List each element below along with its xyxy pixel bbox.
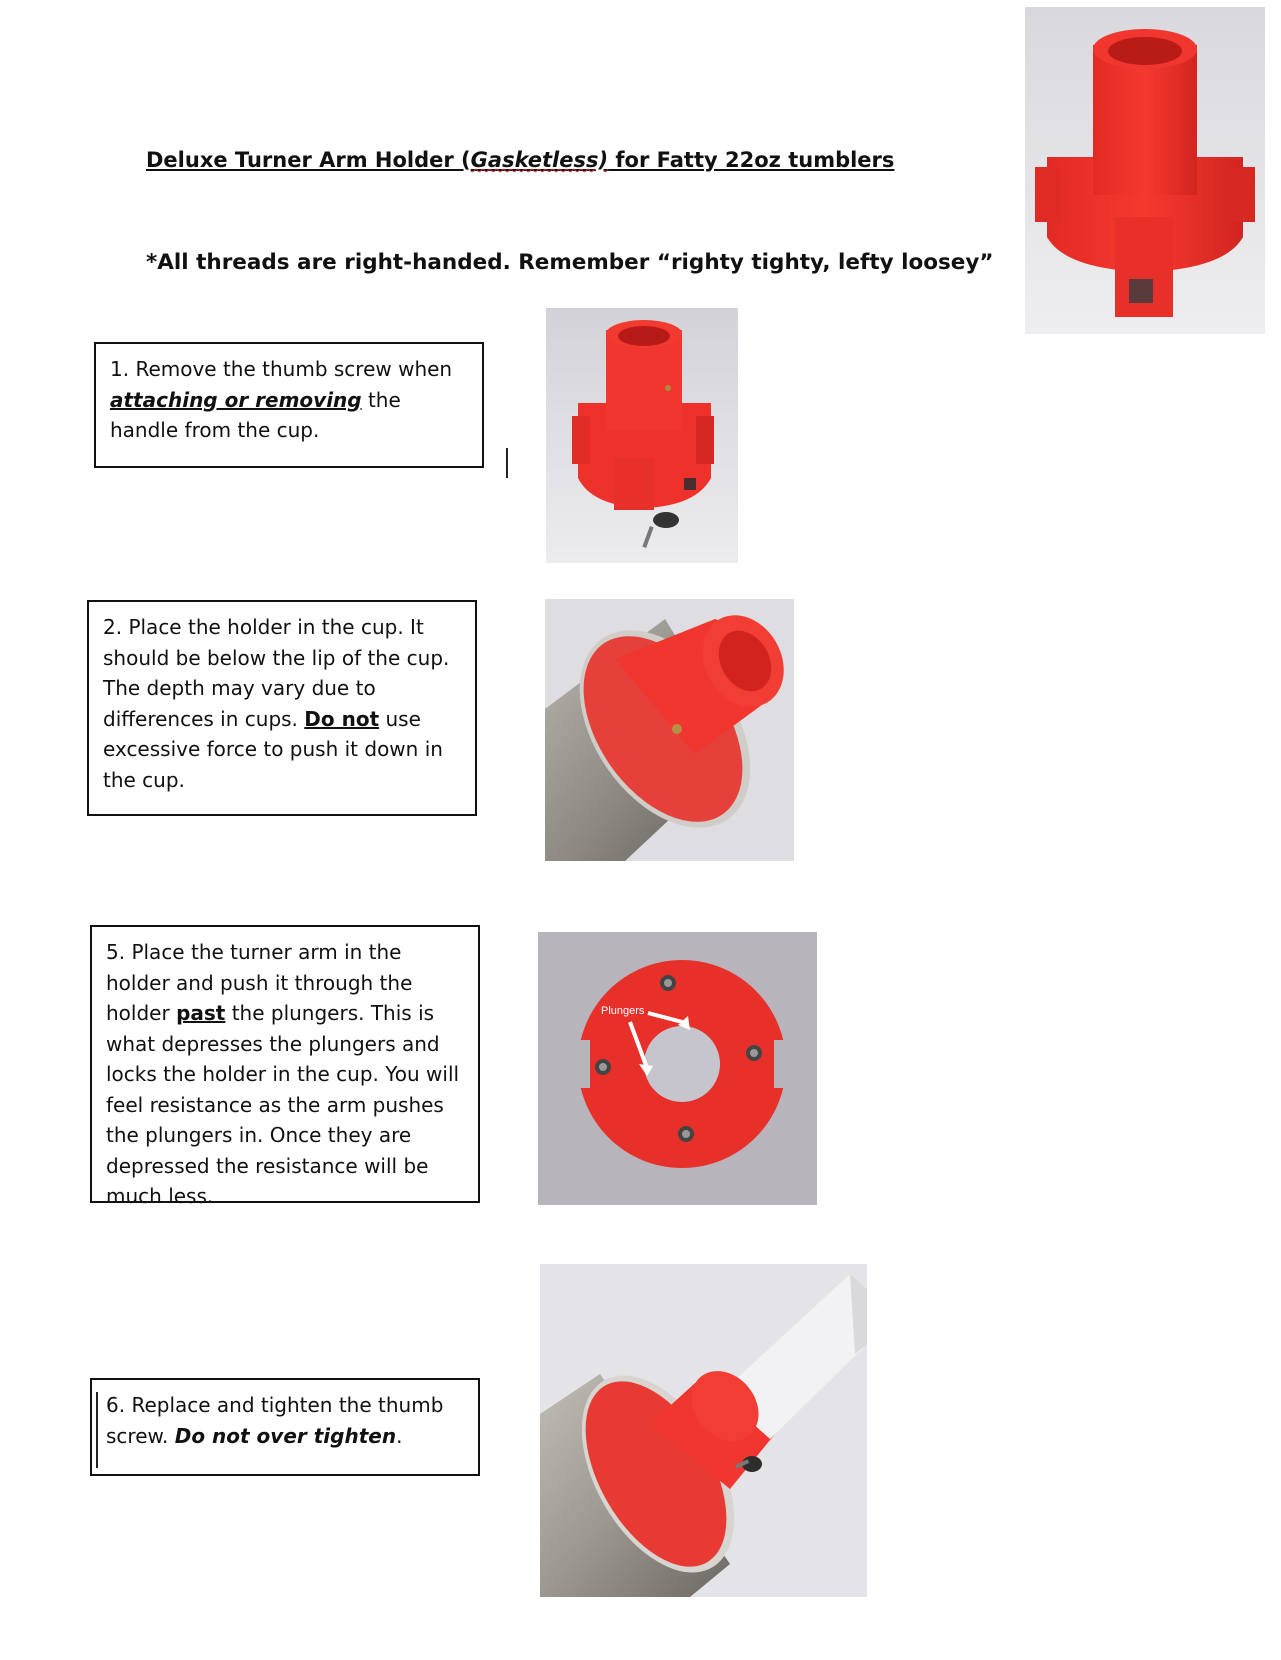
step-1-emphasis: attaching or removing xyxy=(110,387,362,412)
text-cursor xyxy=(506,448,508,478)
holder-in-cup-photo xyxy=(545,599,794,861)
threads-note: *All threads are right-handed. Remember “righty tighty, lefty loosey” xyxy=(146,250,994,275)
holder-product-photo xyxy=(1025,7,1265,334)
arm-installed-photo xyxy=(540,1264,867,1597)
title-italic: Gasketless) xyxy=(470,148,609,172)
step-6-emphasis: Do not over tighten xyxy=(174,1423,397,1448)
plungers-label: Plungers xyxy=(601,1005,645,1017)
plungers-photo xyxy=(538,932,817,1205)
document-title: Deluxe Turner Arm Holder (Gasketless) for Fatty 22oz tumblers xyxy=(146,148,895,172)
step-2-emphasis: Do not xyxy=(304,706,380,731)
step-5-emphasis: past xyxy=(176,1001,226,1025)
step-6-box: 6. Replace and tighten the thumb screw. Do not over tighten. xyxy=(90,1378,480,1476)
step-1-box: 1. Remove the thumb screw when attaching or removing the handle from the cup. xyxy=(94,342,484,468)
double-border-mark xyxy=(96,1392,98,1468)
step-2-box: 2. Place the holder in the cup. It should be below the lip of the cup. The depth may vary due to differences in cups. Do not use excessive force to push it down in the cup. xyxy=(87,600,477,816)
holder-with-thumb-screw-photo xyxy=(546,308,738,563)
step-5-box: 5. Place the turner arm in the holder and push it through the holder past the plungers. This is what depresses the plungers and locks the holder in the cup. You will feel resistance as the arm pushes the plungers in. Once they are depressed the resistance will be much less. xyxy=(90,925,480,1203)
